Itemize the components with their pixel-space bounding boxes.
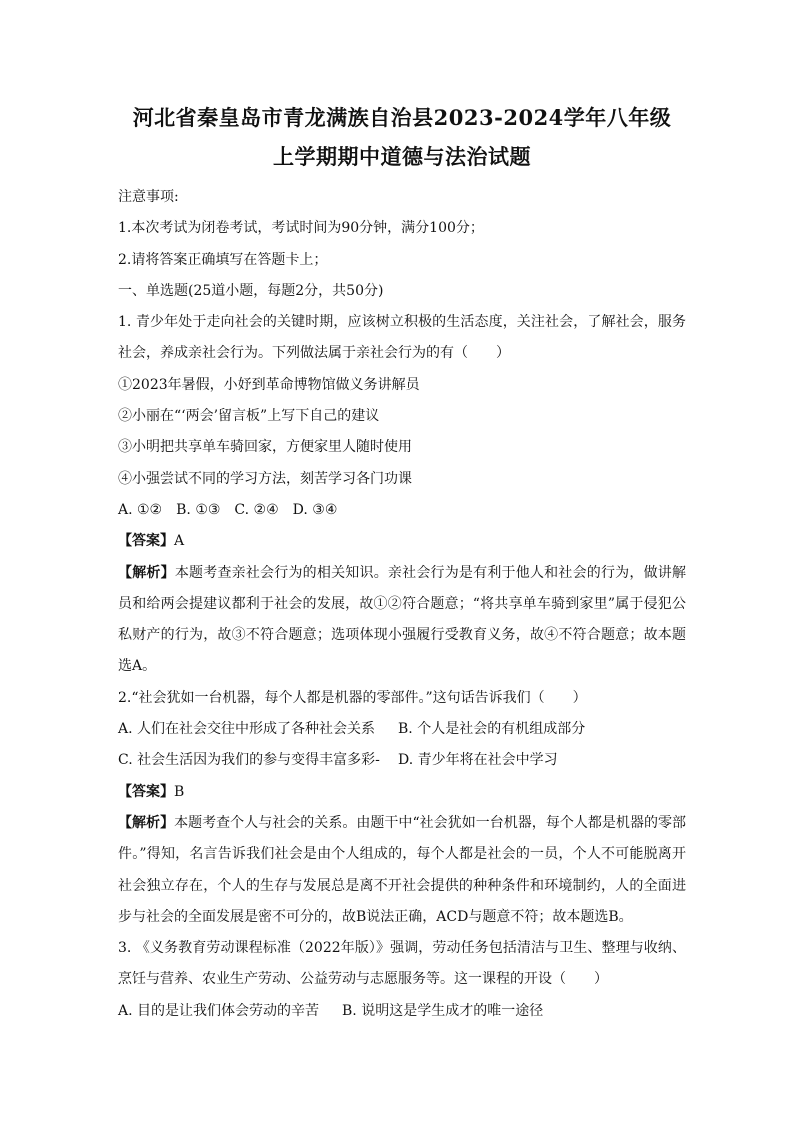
notice-item-1: 1.本次考试为闭卷考试，考试时间为90分钟，满分100分； bbox=[118, 220, 484, 237]
q2-answer bbox=[118, 777, 686, 808]
q1-analysis bbox=[118, 558, 686, 683]
q1-analysis-text: 本题考查亲社会行为的相关知识。亲社会行为是有利于他人和社会的行为，做讲解员和给两会提建议都利于社会的发展，故①②符合题意；“将共享单车骑到家里”属于侵犯公私财产的行为，故③不符合题意；选项体现小强履行受教育义务，故④不符合题意；故本题选A。 bbox=[118, 564, 687, 675]
q2-options-row2 bbox=[118, 745, 686, 776]
q2-answer-value: B bbox=[174, 783, 185, 800]
q1-option-d: D. ③④ bbox=[292, 501, 338, 518]
q1-options bbox=[118, 495, 686, 526]
q1-answer bbox=[118, 526, 686, 557]
q1-statement-3: ③小明把共享单车骑回家，方便家里人随时使用 bbox=[118, 439, 412, 456]
section-heading: 一、单选题(25道小题，每题2分，共50分) bbox=[118, 282, 384, 299]
q1-analysis-label: 【解析】 bbox=[118, 564, 175, 581]
q2-option-d: D. 青少年将在社会中学习 bbox=[398, 752, 558, 769]
q3-stem: 3. 《义务教育劳动课程标准（2022年版）》强调，劳动任务包括清洁与卫生、整理与收纳、烹饪与营养、农业生产劳动、公益劳动与志愿服务等。这一课程的开设（ ） bbox=[118, 940, 686, 988]
notice-heading: 注意事项: bbox=[118, 189, 179, 205]
q2-option-c: C. 社会生活因为我们的参与变得丰富多彩- bbox=[118, 752, 380, 769]
q2-option-a: A. 人们在社会交往中形成了各种社会关系 bbox=[118, 721, 376, 738]
notice-item-2: 2.请将答案正确填写在答题卡上； bbox=[118, 251, 328, 268]
q1-statement-2: ②小丽在“‘两会’留言板”上写下自己的建议 bbox=[118, 408, 380, 425]
q3-option-b: B. 说明这是学生成才的唯一途径 bbox=[342, 1002, 544, 1019]
q1-answer-value: A bbox=[174, 533, 185, 550]
q2-analysis bbox=[118, 808, 686, 933]
q1-option-a: A. ①② bbox=[118, 501, 163, 518]
exam-title-line1: 河北省秦皇岛市青龙满族自治县2023-2024学年八年级 bbox=[132, 105, 672, 130]
q2-analysis-text: 本题考查个人与社会的关系。由题干中“社会犹如一台机器，每个人都是机器的零部件。”得知，名言告诉我们社会是由个人组成的，每个人都是社会的一员，个人不可能脱离开社会独立存在，个人的生存与发展总是离不开社会提供的种种条件和环境制约，人的全面进步与社会的全面发展是密不可分的，故B说法正确，ACD与题意不符；故本题选B。 bbox=[118, 814, 687, 925]
q1-stem: 1. 青少年处于走向社会的关键时期，应该树立积极的生活态度，关注社会，了解社会，服务社会，养成亲社会行为。下列做法属于亲社会行为的有（ ） bbox=[118, 314, 686, 362]
q2-option-b: B. 个人是社会的有机组成部分 bbox=[398, 721, 586, 738]
q1-statement-1: ①2023年暑假，小妤到革命博物馆做义务讲解员 bbox=[118, 376, 420, 393]
q3-option-a: A. 目的是让我们体会劳动的辛苦 bbox=[118, 1002, 320, 1019]
q2-stem: 2.“社会犹如一台机器，每个人都是机器的零部件。”这句话告诉我们（ ） bbox=[118, 689, 587, 706]
q2-options-row1 bbox=[118, 714, 686, 745]
q1-statement-4: ④小强尝试不同的学习方法，刻苦学习各门功课 bbox=[118, 470, 412, 487]
q1-option-c: C. ②④ bbox=[234, 501, 279, 518]
exam-title-line2: 上学期期中道德与法治试题 bbox=[273, 144, 531, 169]
q1-option-b: B. ①③ bbox=[176, 501, 221, 518]
q2-analysis-label: 【解析】 bbox=[118, 814, 175, 831]
q3-options-row1 bbox=[118, 996, 686, 1027]
q2-answer-label: 【答案】 bbox=[118, 783, 174, 800]
q1-answer-label: 【答案】 bbox=[118, 533, 174, 550]
